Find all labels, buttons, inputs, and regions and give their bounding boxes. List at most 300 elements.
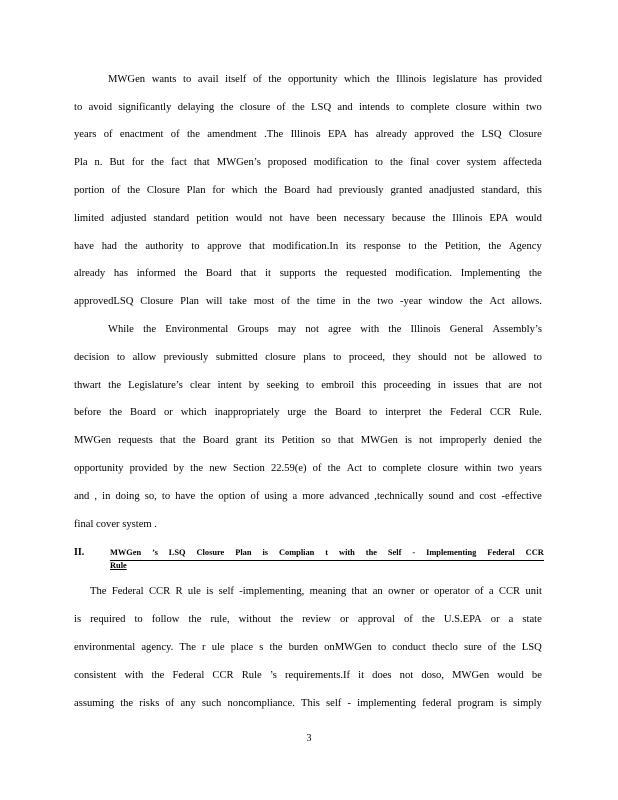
text-line [74, 490, 542, 504]
word: sound [428, 491, 454, 502]
word: the [109, 407, 123, 418]
word: it [358, 670, 365, 681]
word: LSQ [481, 129, 502, 140]
word: of [403, 614, 413, 625]
word: have [74, 241, 94, 252]
word: R [175, 586, 183, 597]
word: intends [359, 102, 390, 113]
word: plans [303, 352, 326, 363]
word: not [269, 213, 283, 224]
word: Implementing [426, 548, 477, 557]
word: the [424, 241, 438, 252]
word: modification. [395, 268, 453, 279]
text-line [108, 73, 542, 87]
word: they [392, 352, 411, 363]
word: decision [74, 352, 110, 363]
word: is [262, 548, 269, 557]
word: proposed [267, 157, 307, 168]
word: will [205, 296, 223, 307]
word: Illinois [290, 129, 321, 140]
word: the [264, 185, 278, 196]
word: before [74, 407, 102, 418]
word: Act [489, 296, 505, 307]
word: the [124, 241, 138, 252]
word: not [454, 352, 468, 363]
word: its [345, 241, 356, 252]
word: two [525, 102, 542, 113]
word: opportunity [74, 463, 124, 474]
word: of [487, 642, 497, 653]
word: But [109, 157, 125, 168]
word: to [408, 241, 417, 252]
word: Board [205, 268, 232, 279]
word: with [360, 324, 380, 335]
word: allow [132, 352, 157, 363]
word: which [231, 185, 258, 196]
word: the [389, 157, 403, 168]
text-line [74, 240, 542, 254]
word: Section [233, 463, 265, 474]
word: the [429, 407, 443, 418]
word: that [249, 241, 265, 252]
text-line [74, 462, 542, 476]
word: the [296, 296, 310, 307]
word: Closure [508, 129, 542, 140]
word: n. [94, 157, 103, 168]
word: CCR [489, 407, 512, 418]
word: denied [493, 435, 522, 446]
word: Federal [487, 548, 515, 557]
word: within [492, 102, 520, 113]
word: Illinois [396, 74, 427, 85]
word: approval [357, 614, 395, 625]
word: new [209, 463, 227, 474]
word: has [354, 129, 369, 140]
word: owner [388, 586, 415, 597]
word: LSQ [168, 548, 186, 557]
word: cover [436, 157, 460, 168]
word: 22.59(e) [270, 463, 307, 474]
word: by [173, 463, 184, 474]
text-line [74, 351, 542, 365]
word: anadjusted [429, 185, 475, 196]
word: affecteda [503, 157, 542, 168]
word: the [324, 268, 338, 279]
word: approvedLSQ [74, 296, 134, 307]
word: Board [284, 185, 310, 196]
word: because [391, 213, 426, 224]
word: of [252, 74, 262, 85]
word: years [74, 129, 97, 140]
word: risks [139, 698, 160, 709]
word: to [533, 352, 542, 363]
word: or [490, 614, 500, 625]
word: theclo [431, 642, 458, 653]
word: the [200, 491, 214, 502]
word: had [101, 241, 117, 252]
word: - [347, 698, 351, 709]
word: limited [74, 213, 105, 224]
text-line [74, 613, 542, 627]
word: noncompliance. [227, 698, 295, 709]
word: inappropriately [214, 407, 280, 418]
word: standard [153, 213, 190, 224]
word: Complian [278, 548, 315, 557]
word: to [191, 241, 200, 252]
word: the [151, 670, 165, 681]
word: significantly [118, 102, 172, 113]
word: the [314, 407, 328, 418]
word: Environmental [165, 324, 229, 335]
word: legislature [432, 74, 477, 85]
word: amendment [207, 129, 257, 140]
word: or [419, 586, 429, 597]
word: Rule. [519, 407, 542, 418]
word: the [376, 74, 390, 85]
word: informed [136, 268, 176, 279]
word: of [111, 185, 121, 196]
word: LSQ [311, 102, 332, 113]
word: EPA [489, 213, 509, 224]
word: the [190, 463, 204, 474]
section-title-line-1 [110, 547, 544, 561]
text-line [74, 156, 542, 170]
word: standard, [481, 185, 520, 196]
word: allows. [511, 296, 542, 307]
word: self [326, 698, 342, 709]
word: may [277, 324, 297, 335]
word: meaning [309, 586, 347, 597]
word: have [289, 213, 310, 224]
word: conduct [392, 642, 426, 653]
word: .The [264, 129, 284, 140]
word: embroil [321, 380, 355, 391]
word: which [180, 407, 207, 418]
word: environmental [74, 642, 136, 653]
word: sure [463, 642, 482, 653]
word: provided [504, 74, 542, 85]
word: requested [345, 268, 387, 279]
word: unit [525, 586, 542, 597]
word: operator [434, 586, 470, 597]
word: previously [338, 185, 384, 196]
text-line [74, 101, 542, 115]
word: such [201, 698, 222, 709]
word: place [230, 642, 254, 653]
word: closure [265, 352, 296, 363]
word: of [103, 129, 113, 140]
word: LSQ [521, 642, 542, 653]
word: for [212, 185, 225, 196]
word: of [276, 102, 286, 113]
word: Petition [281, 435, 315, 446]
word: so [321, 435, 331, 446]
word: the [469, 296, 483, 307]
word: the [143, 324, 157, 335]
word: the [186, 129, 200, 140]
word: previously [163, 352, 209, 363]
word: that [193, 157, 210, 168]
word: and [458, 491, 475, 502]
word: of [250, 491, 260, 502]
word: -effective [501, 491, 542, 502]
word: intent [217, 380, 242, 391]
word: the [488, 241, 502, 252]
word: proceeding [383, 380, 431, 391]
word: the [461, 129, 475, 140]
word: Petition, [444, 241, 481, 252]
text-line [74, 434, 542, 448]
word: the [291, 102, 305, 113]
word: required [90, 614, 126, 625]
word: that [485, 380, 502, 391]
text-line: final cover system . [74, 519, 157, 530]
word: not [399, 670, 414, 681]
word: to [368, 407, 378, 418]
word: the [357, 296, 371, 307]
word: enactment [119, 129, 164, 140]
word: an [372, 586, 383, 597]
word: with [124, 670, 144, 681]
word: Plan [186, 185, 206, 196]
word: Board [130, 407, 156, 418]
word: that [337, 435, 354, 446]
word: CCR [148, 586, 171, 597]
word: Act [346, 463, 363, 474]
word: Federal [172, 670, 205, 681]
word: that [351, 586, 368, 597]
word: Closure [140, 296, 174, 307]
word: Plan [180, 296, 199, 307]
word: improperly [439, 435, 487, 446]
word: issues [453, 380, 479, 391]
word: by [248, 380, 260, 391]
word: Rule [241, 670, 262, 681]
word: the [502, 642, 516, 653]
word: simply [513, 698, 542, 709]
word: should [418, 352, 447, 363]
word: of [170, 129, 180, 140]
word: avoid [88, 102, 113, 113]
word: approve [207, 241, 242, 252]
word: MWGen [110, 548, 142, 557]
word: rule, [210, 614, 230, 625]
word: Self [387, 548, 402, 557]
word: in [102, 491, 111, 502]
word: Legislature’s [128, 380, 183, 391]
word: take [229, 296, 247, 307]
word: ’s [269, 670, 277, 681]
word: grant [235, 435, 258, 446]
word: time [316, 296, 336, 307]
word: to [134, 614, 143, 625]
word: MWGen [452, 670, 490, 681]
word: response [363, 241, 401, 252]
word: Illinois [410, 324, 441, 335]
text-line [74, 641, 542, 655]
word: for [131, 157, 145, 168]
word: is [74, 614, 82, 625]
word: proceed, [348, 352, 386, 363]
word: state [522, 614, 542, 625]
word: its [264, 435, 275, 446]
word: already [375, 129, 408, 140]
word: onMWGen [324, 642, 372, 653]
text-line [74, 128, 542, 142]
word: Federal [450, 407, 482, 418]
word: the [108, 380, 122, 391]
word: the [269, 642, 283, 653]
word: the [388, 324, 402, 335]
word: with [339, 548, 355, 557]
word: fact [170, 157, 187, 168]
word: the [528, 268, 542, 279]
word: the [432, 213, 446, 224]
word: would [515, 213, 542, 224]
word: which [344, 74, 370, 85]
word: to [116, 352, 126, 363]
word: The [179, 642, 196, 653]
word: CCR [212, 670, 234, 681]
text-line [108, 323, 542, 337]
section-number: II. [74, 547, 85, 558]
word: Groups [237, 324, 269, 335]
word: implementing [357, 698, 417, 709]
word: Federal [111, 586, 144, 597]
word: window [428, 296, 463, 307]
word: MWGen [108, 74, 146, 85]
word: the [184, 268, 198, 279]
word: not [305, 324, 319, 335]
word: Agency [508, 241, 542, 252]
word: any [180, 698, 196, 709]
word: does [372, 670, 392, 681]
word: the [220, 102, 234, 113]
word: been [316, 213, 337, 224]
word: using [264, 491, 288, 502]
word: supports [279, 268, 316, 279]
word: agency. [141, 642, 174, 653]
word: granted [390, 185, 423, 196]
word: is [206, 586, 214, 597]
word: to [305, 380, 315, 391]
word: The [90, 586, 107, 597]
word: of [312, 463, 322, 474]
word: it [265, 268, 271, 279]
word: in [342, 296, 351, 307]
word: final [409, 157, 430, 168]
word: U.S.EPA [443, 614, 482, 625]
word: be [475, 352, 486, 363]
word: so, [144, 491, 157, 502]
word: or [163, 407, 173, 418]
word: already [74, 268, 106, 279]
word: the [327, 463, 341, 474]
word: Plan [235, 548, 252, 557]
word: adjusted [111, 213, 147, 224]
word: not [418, 435, 433, 446]
word: Board [335, 407, 361, 418]
word: the [421, 614, 435, 625]
word: to [368, 463, 377, 474]
section-title-line-2: Rule [110, 561, 127, 570]
word: , [94, 491, 98, 502]
word: are [508, 380, 522, 391]
word: more [302, 491, 325, 502]
word: has [113, 268, 128, 279]
word: not [528, 380, 542, 391]
page-number: 3 [306, 733, 312, 744]
word: itself [225, 74, 247, 85]
word: s [259, 642, 264, 653]
word: assuming [74, 698, 115, 709]
word: is [499, 698, 507, 709]
word: self [218, 586, 234, 597]
word: the [182, 435, 196, 446]
word: cost [479, 491, 497, 502]
word: complete [410, 102, 450, 113]
word: requests [118, 435, 153, 446]
word: would [235, 213, 263, 224]
word: authority [145, 241, 184, 252]
word: wants [151, 74, 177, 85]
word: EPA [327, 129, 347, 140]
word: r [202, 642, 206, 653]
word: the [528, 435, 542, 446]
word: had [316, 185, 333, 196]
word: -year [400, 296, 422, 307]
word: Closure [196, 548, 225, 557]
word: ’s [152, 548, 158, 557]
word: be [531, 670, 542, 681]
word: closure [427, 463, 459, 474]
word: MWGen’s [216, 157, 261, 168]
word: a [488, 586, 494, 597]
word: Assembly’s [492, 324, 542, 335]
word: modification.In [272, 241, 339, 252]
word: has [483, 74, 498, 85]
word: clear [189, 380, 211, 391]
word: the [151, 157, 164, 168]
word: petition [196, 213, 229, 224]
word: and [74, 491, 90, 502]
word: closure [455, 102, 487, 113]
word: modification [313, 157, 368, 168]
word: federal [422, 698, 452, 709]
word: provided [129, 463, 168, 474]
word: interpret [385, 407, 422, 418]
word: to [183, 74, 192, 85]
word: portion [74, 185, 105, 196]
word: of [165, 698, 175, 709]
text-line [74, 267, 542, 281]
word: delaying [177, 102, 215, 113]
word: Implementing [460, 268, 521, 279]
word: two [377, 296, 394, 307]
text-line [74, 406, 542, 420]
word: burden [288, 642, 318, 653]
word: MWGen [74, 435, 112, 446]
word: Closure [146, 185, 180, 196]
word: thwart [74, 380, 102, 391]
word: agree [328, 324, 352, 335]
word: the [127, 185, 141, 196]
word: ule [211, 642, 225, 653]
word: without [238, 614, 272, 625]
word: allowed [492, 352, 527, 363]
word: a [292, 491, 298, 502]
word: years [519, 463, 542, 474]
